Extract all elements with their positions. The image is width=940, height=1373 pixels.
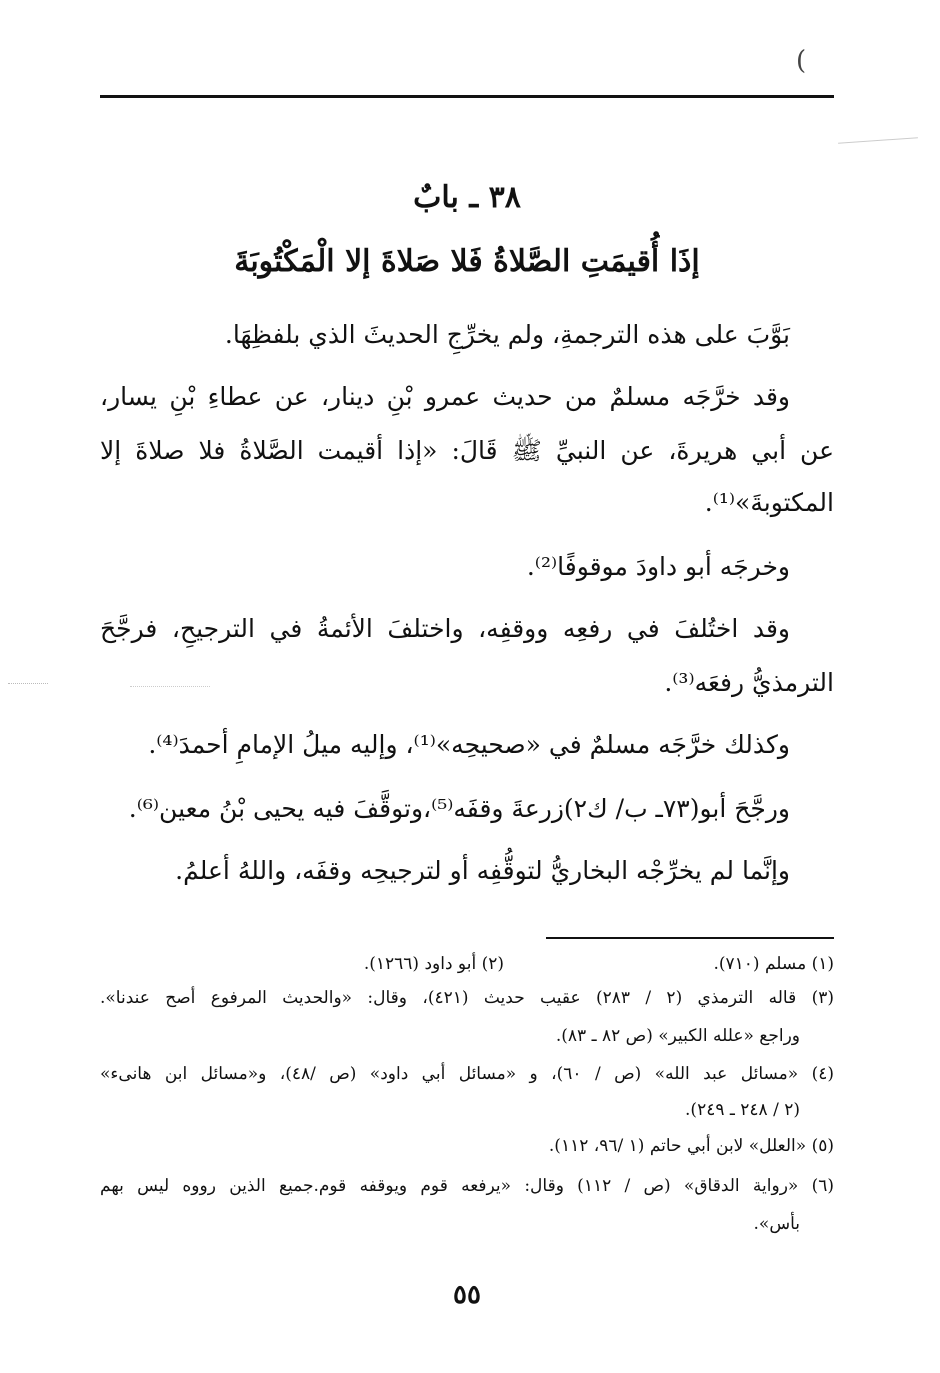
body-line: الترمذيُّ رفعَه⁽³⁾. (664, 668, 834, 697)
body-line: عن أبي هريرةَ، عن النبيِّ ﷺ قَالَ: «إذا أقيمت الصَّلاةُ فلا صلاةَ إلا (100, 436, 834, 465)
footnote-4-cont: (٢ / ٢٤٨ ـ ٢٤٩). (685, 1100, 800, 1120)
body-line: ورجَّحَ أبو(٧٣ـ ب/ ك٢)زرعةَ وقفَه⁽⁵⁾،وتوقَّفَ فيه يحيى بْنُ معين⁽⁶⁾. (128, 794, 790, 823)
chapter-number: ٣٨ ـ بابٌ (413, 180, 521, 215)
footnote-5: (٥) «العلل» لابن أبي حاتم (١ /٩٦، ١١٢). (548, 1136, 834, 1156)
body-line: المكتوبةَ»⁽¹⁾. (704, 488, 834, 517)
footnote-3: (٣) قاله الترمذي (٢ / ٢٨٣) عقيب حديث (٤٢١)، وقال: «والحديث المرفوع أصح عندنا». (100, 988, 834, 1008)
footnote-rule (546, 937, 834, 939)
body-line: وخرجَه أبو داودَ موقوفًا⁽²⁾. (526, 552, 790, 581)
footnote-6: (٦) «رواية الدقاق» (ص / ١١٢) وقال: «يرفعه قوم ويوقفه قوم.جميع الذين رووه ليس بهم (100, 1176, 834, 1196)
body-line: وإنَّما لم يخرِّجْه البخاريُّ لتوقُّفِه أو لترجيحِه وقفَه، واللهُ أعلمُ. (175, 856, 790, 885)
footnote-1: (١) مسلم (٧١٠). (713, 954, 834, 974)
body-line: وقد اختُلفَ في رفعِه ووقفِه، واختلفَ الأئمةُ في الترجيحِ، فرجَّحَ (100, 614, 790, 643)
header-rule (100, 95, 834, 98)
body-line: وكذلك خرَّجَه مسلمٌ في «صحيحِه»⁽¹⁾، وإليه ميلُ الإمامِ أحمدَ⁽⁴⁾. (148, 730, 790, 759)
scan-artifact-line (838, 137, 918, 144)
footnote-6-cont: بأس». (753, 1214, 800, 1234)
footnote-2: (٢) أبو داود (١٢٦٦). (363, 954, 504, 974)
body-line: وقد خرَّجَه مسلمٌ من حديث عمرو بْنِ دينار، عن عطاءِ بْنِ يسار، (100, 382, 790, 411)
page-number: ٥٥ (453, 1280, 481, 1310)
scan-artifact-speck (8, 683, 48, 684)
chapter-title: إذَا أُقيمَتِ الصَّلاةُ فَلا صَلاةَ إلا الْمَكْتُوبَةَ (234, 244, 700, 279)
footnote-4: (٤) «مسائل عبد الله» (ص / ٦٠)، و «مسائل أبي داود» (ص /٤٨)، و«مسائل ابن هانىء» (100, 1064, 834, 1084)
corner-mark: ( (796, 46, 807, 76)
footnote-3-cont: وراجع «علله الكبير» (ص ٨٢ ـ ٨٣). (555, 1026, 800, 1046)
footnote-row (100, 954, 834, 980)
body-line: بَوَّبَ على هذه الترجمةِ، ولم يخرِّجِ الحديثَ الذي بلفظِهَا. (224, 320, 790, 349)
